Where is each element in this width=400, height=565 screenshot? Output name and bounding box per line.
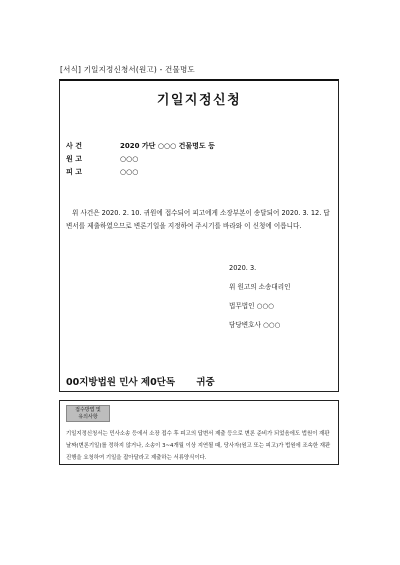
- defendant-value: ○○○: [120, 167, 139, 176]
- notes-text: 기일지정신청서는 민사소송 등에서 소장 접수 후 피고의 답변서 제출 등으로 변론 준비가 되었음에도 법원이 재판 날짜(변론기일)를 정하지 않거나, 소송이 3~4개월 이상 지연될 때, 당사자(원고 또는 피고)가 법원에 조속한 재판 진행을 요청하여 기일을 잡아달라고 제출하는 서류양식이다.: [66, 431, 331, 461]
- document-title: 기일지정신청: [156, 93, 242, 108]
- case-row: [66, 139, 215, 152]
- plaintiff-value: ○○○: [120, 154, 139, 163]
- notes-tag-line-1: 접수방법 및: [75, 407, 101, 413]
- plaintiff-row: [66, 152, 215, 165]
- signature-block: [229, 259, 291, 335]
- defendant-label: 피 고: [66, 167, 82, 176]
- case-info: [66, 139, 215, 178]
- signature-date: 2020. 3.: [229, 264, 257, 272]
- court-name: 00지방법원 민사 제0단독: [66, 377, 176, 388]
- form-label: [서식] 기일지정신청서(원고) - 건물명도: [60, 65, 195, 74]
- case-value: 2020 가단 ○○○ 건물명도 등: [120, 141, 215, 150]
- signature-line-3: 담당변호사 ○○○: [229, 321, 281, 329]
- notes-tag: [66, 405, 110, 422]
- court-line: [66, 374, 215, 388]
- signature-line-1: 위 원고의 소송대리인: [229, 283, 291, 291]
- defendant-row: [66, 165, 215, 178]
- court-suffix: 귀중: [196, 377, 215, 388]
- application-form: [59, 79, 339, 392]
- application-body: 위 사건은 2020. 2. 10. 귀원에 접수되어 피고에게 소장부본이 송달되어 2020. 3. 12. 답변서를 제출하였으므로 변론기일을 지정하여 주시기를 바라와 이 신청에 이릅니다.: [66, 209, 330, 230]
- signature-line-2: 법무법인 ○○○: [229, 302, 274, 310]
- case-label: 사 건: [66, 141, 82, 150]
- plaintiff-label: 원 고: [66, 154, 82, 163]
- notes-tag-line-2: 유의사항: [78, 414, 98, 420]
- notes-box: [59, 400, 339, 465]
